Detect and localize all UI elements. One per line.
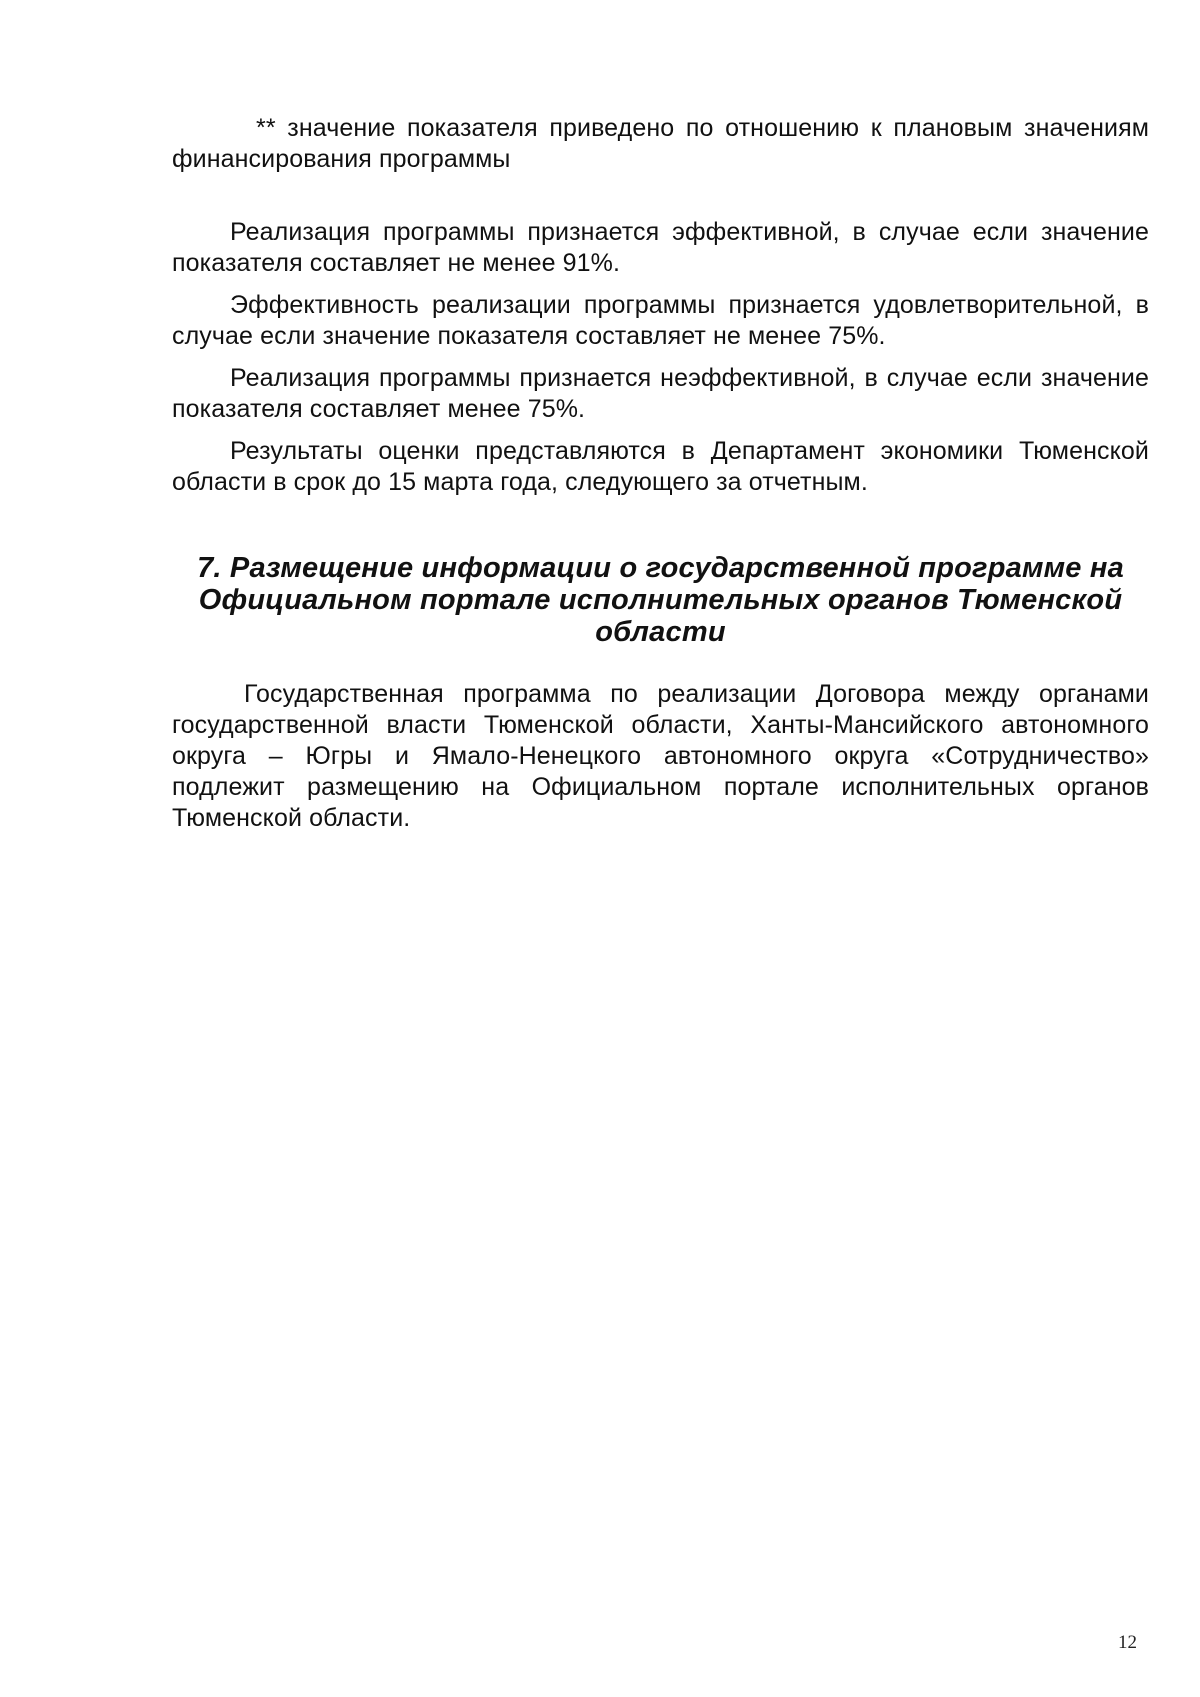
page-number: 12	[1118, 1632, 1137, 1653]
section-heading: 7. Размещение информации о государственной программе на Официальном портале исполнительных органов Тюменской области	[197, 552, 1124, 649]
section-body-paragraph: Государственная программа по реализации Договора между органами государственной власти Тюменской области, Ханты-Мансийского автономного округа – Югры и Ямало-Ненецкого автономного округа «Сотрудничество» подлежит размещению на Официальном портале исполнительных органов Тюменской области.	[172, 680, 1149, 832]
footnote-text: ** значение показателя приведено по отношению к плановым значениям финансирования программы	[172, 114, 1149, 173]
paragraph-ineffective: Реализация программы признается неэффективной, в случае если значение показателя составляет менее 75%.	[172, 364, 1149, 423]
paragraph-results: Результаты оценки представляются в Департамент экономики Тюменской области в срок до 15 марта года, следующего за отчетным.	[172, 437, 1149, 496]
paragraph-effective: Реализация программы признается эффективной, в случае если значение показателя составляет не менее 91%.	[172, 218, 1149, 277]
paragraph-satisfactory: Эффективность реализации программы признается удовлетворительной, в случае если значение показателя составляет не менее 75%.	[172, 291, 1149, 350]
